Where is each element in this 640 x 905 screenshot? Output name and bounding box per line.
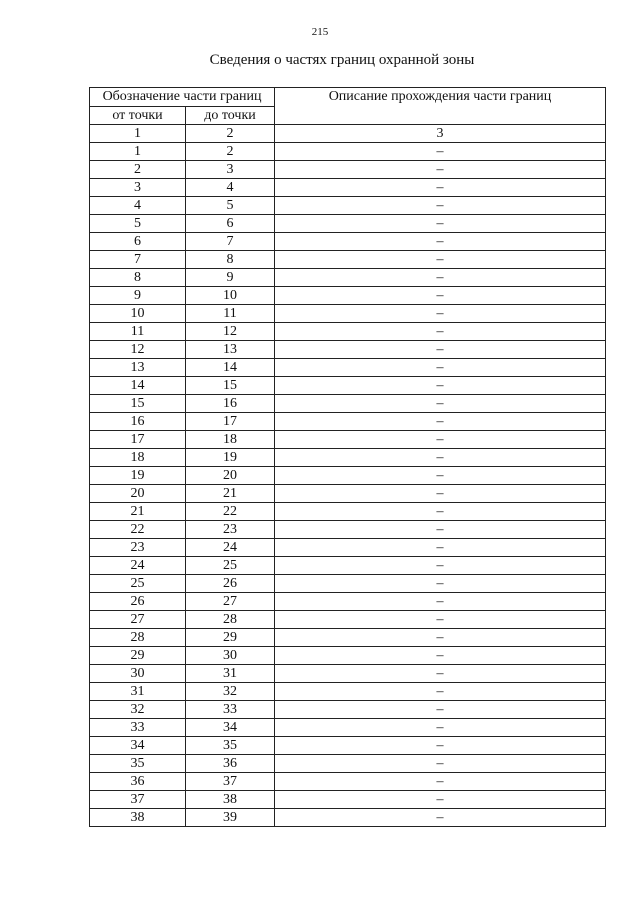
cell-to-point: 30 (186, 647, 275, 665)
table-body (90, 143, 606, 827)
table-row (90, 305, 606, 323)
table-row (90, 701, 606, 719)
cell-description: – (275, 269, 606, 287)
cell-to-point: 17 (186, 413, 275, 431)
cell-to-point: 20 (186, 467, 275, 485)
cell-from-point: 28 (90, 629, 186, 647)
table-row (90, 269, 606, 287)
table-row (90, 287, 606, 305)
table-row (90, 791, 606, 809)
header-to-point: до точки (186, 107, 275, 125)
table-row (90, 233, 606, 251)
header-description: Описание прохождения части границ (275, 88, 606, 125)
cell-to-point: 14 (186, 359, 275, 377)
cell-from-point: 27 (90, 611, 186, 629)
cell-to-point: 33 (186, 701, 275, 719)
cell-from-point: 17 (90, 431, 186, 449)
table-row (90, 683, 606, 701)
cell-to-point: 10 (186, 287, 275, 305)
cell-from-point: 36 (90, 773, 186, 791)
table-row (90, 395, 606, 413)
cell-description: – (275, 539, 606, 557)
cell-to-point: 12 (186, 323, 275, 341)
cell-description: – (275, 179, 606, 197)
cell-description: – (275, 413, 606, 431)
cell-to-point: 23 (186, 521, 275, 539)
cell-to-point: 16 (186, 395, 275, 413)
cell-to-point: 11 (186, 305, 275, 323)
cell-from-point: 6 (90, 233, 186, 251)
table-row (90, 503, 606, 521)
table-row (90, 161, 606, 179)
cell-description: – (275, 557, 606, 575)
table-row (90, 431, 606, 449)
cell-from-point: 7 (90, 251, 186, 269)
cell-to-point: 9 (186, 269, 275, 287)
boundary-parts-table (89, 87, 606, 827)
cell-to-point: 38 (186, 791, 275, 809)
cell-from-point: 30 (90, 665, 186, 683)
cell-from-point: 10 (90, 305, 186, 323)
cell-to-point: 29 (186, 629, 275, 647)
cell-description: – (275, 521, 606, 539)
table-row (90, 521, 606, 539)
cell-description: – (275, 485, 606, 503)
cell-from-point: 15 (90, 395, 186, 413)
cell-description: – (275, 611, 606, 629)
cell-to-point: 27 (186, 593, 275, 611)
cell-to-point: 3 (186, 161, 275, 179)
cell-description: – (275, 449, 606, 467)
cell-description: – (275, 251, 606, 269)
table-row (90, 719, 606, 737)
table-row (90, 647, 606, 665)
cell-to-point: 32 (186, 683, 275, 701)
cell-to-point: 28 (186, 611, 275, 629)
cell-description: – (275, 233, 606, 251)
cell-description: – (275, 467, 606, 485)
cell-to-point: 24 (186, 539, 275, 557)
cell-description: – (275, 143, 606, 161)
cell-to-point: 21 (186, 485, 275, 503)
cell-from-point: 9 (90, 287, 186, 305)
cell-to-point: 7 (186, 233, 275, 251)
cell-from-point: 22 (90, 521, 186, 539)
cell-from-point: 26 (90, 593, 186, 611)
table-row (90, 575, 606, 593)
table-row (90, 557, 606, 575)
cell-from-point: 21 (90, 503, 186, 521)
cell-description: – (275, 683, 606, 701)
cell-to-point: 6 (186, 215, 275, 233)
cell-description: – (275, 215, 606, 233)
table-row (90, 449, 606, 467)
table-row (90, 413, 606, 431)
cell-from-point: 34 (90, 737, 186, 755)
table-row (90, 197, 606, 215)
cell-from-point: 32 (90, 701, 186, 719)
cell-from-point: 38 (90, 809, 186, 827)
cell-from-point: 13 (90, 359, 186, 377)
cell-description: – (275, 197, 606, 215)
cell-to-point: 39 (186, 809, 275, 827)
cell-description: – (275, 593, 606, 611)
cell-to-point: 18 (186, 431, 275, 449)
cell-description: – (275, 161, 606, 179)
header-from-point: от точки (90, 107, 186, 125)
cell-to-point: 15 (186, 377, 275, 395)
cell-description: – (275, 287, 606, 305)
cell-to-point: 37 (186, 773, 275, 791)
table-row (90, 539, 606, 557)
cell-to-point: 19 (186, 449, 275, 467)
cell-description: – (275, 629, 606, 647)
cell-to-point: 4 (186, 179, 275, 197)
cell-description: – (275, 773, 606, 791)
table-row (90, 485, 606, 503)
cell-from-point: 25 (90, 575, 186, 593)
document-title: Сведения о частях границ охранной зоны (209, 52, 475, 68)
table-row (90, 737, 606, 755)
cell-description: – (275, 305, 606, 323)
cell-description: – (275, 809, 606, 827)
cell-description: – (275, 575, 606, 593)
cell-to-point: 36 (186, 755, 275, 773)
cell-to-point: 35 (186, 737, 275, 755)
cell-to-point: 2 (186, 143, 275, 161)
table-row (90, 593, 606, 611)
cell-description: – (275, 701, 606, 719)
page-number: 215 (311, 26, 329, 38)
column-number: 1 (90, 125, 186, 143)
cell-description: – (275, 503, 606, 521)
table-row (90, 665, 606, 683)
table-row (90, 809, 606, 827)
cell-from-point: 31 (90, 683, 186, 701)
column-number: 2 (186, 125, 275, 143)
cell-to-point: 22 (186, 503, 275, 521)
cell-description: – (275, 431, 606, 449)
column-number-row (90, 125, 606, 143)
cell-description: – (275, 737, 606, 755)
cell-description: – (275, 755, 606, 773)
table-row (90, 755, 606, 773)
table-row (90, 251, 606, 269)
cell-to-point: 5 (186, 197, 275, 215)
cell-to-point: 13 (186, 341, 275, 359)
cell-description: – (275, 395, 606, 413)
cell-description: – (275, 377, 606, 395)
cell-from-point: 29 (90, 647, 186, 665)
table-row (90, 611, 606, 629)
table-row (90, 773, 606, 791)
cell-from-point: 23 (90, 539, 186, 557)
cell-to-point: 8 (186, 251, 275, 269)
cell-from-point: 2 (90, 161, 186, 179)
table-row (90, 143, 606, 161)
header-boundary-part-designation: Обозначение части границ (90, 88, 275, 107)
cell-from-point: 11 (90, 323, 186, 341)
cell-from-point: 14 (90, 377, 186, 395)
cell-from-point: 37 (90, 791, 186, 809)
table-row (90, 467, 606, 485)
cell-description: – (275, 359, 606, 377)
cell-from-point: 18 (90, 449, 186, 467)
cell-from-point: 8 (90, 269, 186, 287)
cell-from-point: 4 (90, 197, 186, 215)
cell-to-point: 26 (186, 575, 275, 593)
table-row (90, 377, 606, 395)
table-row (90, 179, 606, 197)
cell-to-point: 25 (186, 557, 275, 575)
cell-from-point: 1 (90, 143, 186, 161)
cell-from-point: 24 (90, 557, 186, 575)
table-header (90, 88, 606, 143)
cell-description: – (275, 791, 606, 809)
table-row (90, 359, 606, 377)
table-row (90, 215, 606, 233)
cell-description: – (275, 665, 606, 683)
cell-from-point: 5 (90, 215, 186, 233)
cell-description: – (275, 323, 606, 341)
table-row (90, 629, 606, 647)
cell-from-point: 16 (90, 413, 186, 431)
cell-to-point: 31 (186, 665, 275, 683)
table-row (90, 323, 606, 341)
cell-from-point: 3 (90, 179, 186, 197)
cell-to-point: 34 (186, 719, 275, 737)
cell-from-point: 19 (90, 467, 186, 485)
cell-from-point: 12 (90, 341, 186, 359)
cell-description: – (275, 647, 606, 665)
column-number: 3 (275, 125, 606, 143)
cell-from-point: 33 (90, 719, 186, 737)
cell-from-point: 20 (90, 485, 186, 503)
cell-description: – (275, 719, 606, 737)
cell-from-point: 35 (90, 755, 186, 773)
cell-description: – (275, 341, 606, 359)
table-row (90, 341, 606, 359)
